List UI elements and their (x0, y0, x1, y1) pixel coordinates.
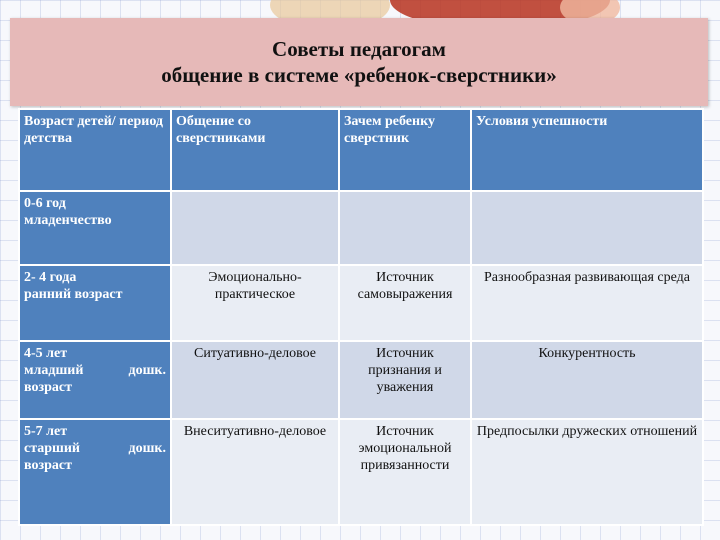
communication-cell: Эмоционально-практическое (171, 265, 339, 341)
age-cell (19, 419, 171, 525)
age-range: 4-5 лет (24, 346, 68, 361)
why-cell (339, 191, 471, 265)
conditions-cell: Предпосылки дружеских отношений (471, 419, 703, 525)
communication-table (18, 108, 704, 526)
age-range: 2- 4 года (24, 270, 77, 285)
table-row (19, 191, 703, 265)
age-period: старший дошк. возраст (24, 441, 166, 473)
age-period: ранний возраст (24, 287, 123, 302)
header-conditions: Условия успешности (471, 109, 703, 191)
table-header-row (19, 109, 703, 191)
table-row (19, 341, 703, 419)
age-cell (19, 191, 171, 265)
age-range: 5-7 лет (24, 424, 68, 439)
age-period: младенчество (24, 213, 112, 228)
conditions-cell: Конкурентность (471, 341, 703, 419)
communication-cell (171, 191, 339, 265)
title-line-1: Советы педагогам (272, 37, 446, 61)
conditions-cell: Разнообразная развивающая среда (471, 265, 703, 341)
age-range: 0-6 год (24, 196, 66, 211)
header-age: Возраст детей/ период детства (19, 109, 171, 191)
age-period: младший дошк. возраст (24, 363, 166, 395)
why-cell: Источник эмоциональной привязанности (339, 419, 471, 525)
age-cell (19, 265, 171, 341)
why-cell: Источник самовыражения (339, 265, 471, 341)
communication-cell: Ситуативно-деловое (171, 341, 339, 419)
communication-cell: Внеситуативно-деловое (171, 419, 339, 525)
conditions-cell (471, 191, 703, 265)
header-why: Зачем ребенку сверстник (339, 109, 471, 191)
slide-title (10, 18, 708, 106)
table-row (19, 419, 703, 525)
table-row (19, 265, 703, 341)
age-cell (19, 341, 171, 419)
header-communication: Общение со сверстниками (171, 109, 339, 191)
why-cell: Источник признания и уважения (339, 341, 471, 419)
title-line-2: общение в системе «ребенок-сверстники» (161, 63, 557, 87)
